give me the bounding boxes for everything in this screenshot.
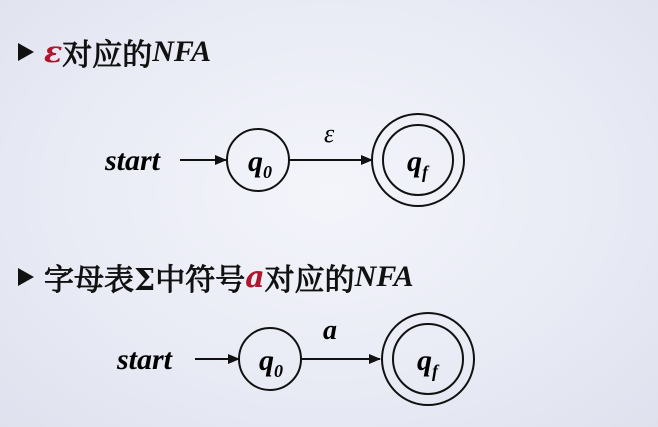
heading-nfa: NFA [152, 35, 212, 68]
state-qf-label: $q_f$ [407, 145, 428, 182]
symbol-a: a [245, 259, 265, 295]
heading-text: 对应的 [62, 38, 153, 73]
state-q0-label: $q_0$ [248, 145, 272, 182]
start-label: start [117, 343, 173, 376]
state-q0-label: $q_0$ [259, 344, 283, 381]
heading-text: 对应的 [264, 263, 355, 298]
heading-prefix: 字母表Σ中符号 [44, 263, 246, 298]
start-label: start [105, 144, 161, 177]
heading-nfa: NFA [354, 260, 414, 293]
nfa-diagram-epsilon [104, 114, 464, 206]
transition-label: ε [324, 119, 335, 148]
nfa-diagram-symbol [116, 313, 474, 405]
transition-label: a [323, 315, 337, 346]
epsilon-symbol: ε [44, 34, 63, 70]
state-qf-label: $q_f$ [417, 344, 438, 381]
